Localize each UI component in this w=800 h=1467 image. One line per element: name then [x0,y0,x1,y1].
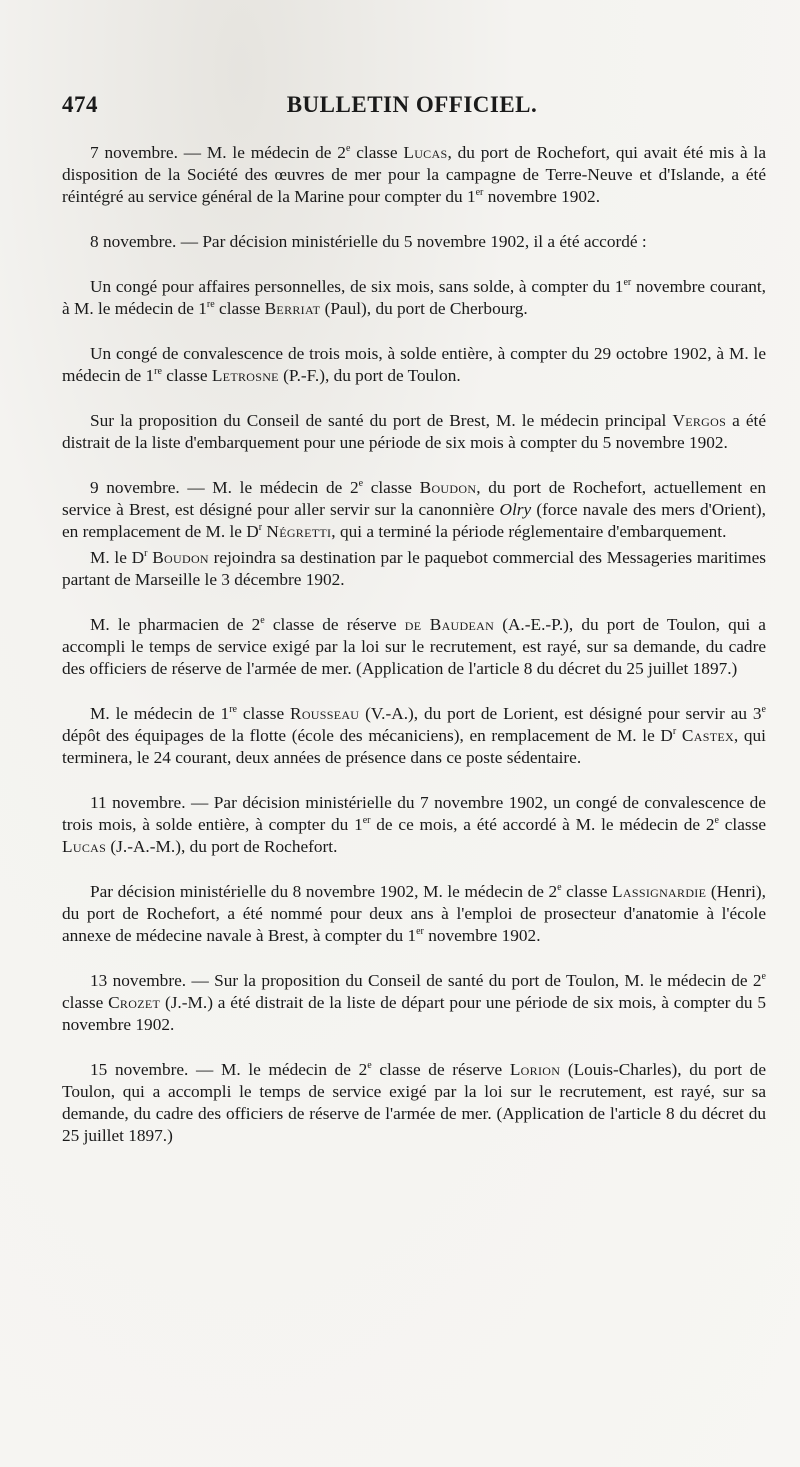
body-text [62,142,766,1170]
entry-date: 11 novembre. [90,793,186,812]
person-name: Lucas [62,837,107,856]
ship-name: Olry [499,500,532,519]
person-name: Lorion [509,1060,561,1079]
entry-8-novembre: 8 novembre. — Par décision ministérielle du 5 novembre 1902, il a été accordé : [90,232,647,251]
person-name: Lucas [403,143,448,162]
running-title: BULLETIN OFFICIEL. [286,92,538,117]
person-name: de Baudean [404,615,495,634]
person-name: Négretti [266,522,332,541]
entry-11-novembre: 11 novembre. — Par décision ministérielle du 7 novembre 1902, un congé de convalescence de trois mois, à solde entière, à compter du 1er de ce mois, a été accordé à M. le médecin de 2e classe Lucas (J.-A.-M.), du port de Rochefort. [62,793,766,856]
entry-boudon-destination: M. le $D^r$ Boudon rejoindra sa destination par le paquebot commercial des Messageries maritimes partant de Marseille le 3 décembre 1902. [62,548,766,589]
person-name: Crozet [108,993,161,1012]
entry-15-novembre: 15 novembre. — M. le médecin de 2e classe de réserve Lorion (Louis-Charles), du port de Toulon, qui a accompli le temps de service exigé par la loi sur le recrutement, est rayé, sur sa demande, du cadre des officiers de réserve de l'armée de mer. (Application de l'article 8 du décret du 25 juillet 1897.) [62,1060,766,1145]
person-name: Vergos [672,411,727,430]
person-name: Boudon [152,548,209,567]
entry-13-novembre: 13 novembre. — Sur la proposition du Conseil de santé du port de Toulon, M. le médecin de 2e classe Crozet (J.-M.) a été distrait de la liste de départ pour une période de six mois, à compter du 5 novembre 1902. [62,971,766,1034]
person-name: Boudon [419,478,477,497]
entry-date: 13 novembre. [90,971,187,990]
page-number: 474 [62,92,98,117]
entry-baudean: M. le pharmacien de 2e classe de réserve de Baudean (A.-E.-P.), du port de Toulon, qui a accompli le temps de service exigé par la loi sur le recrutement, est rayé, sur sa demande, du cadre des officiers de réserve de l'armée de mer. (Application de l'article 8 du décret du 25 juillet 1897.) [62,615,766,678]
entry-rousseau: M. le médecin de 1re classe Rousseau (V.-A.), du port de Lorient, est désigné pour servir au 3e dépôt des équipages de la flotte (école des mécaniciens), en remplacement de M. le $D^r$ Castex, qui terminera, le 24 courant, deux années de présence dans ce poste sédentaire. [62,704,766,767]
person-name: Letrosne [211,366,279,385]
entry-date: 9 novembre. [90,478,180,497]
entry-7-novembre: 7 novembre. — M. le médecin de 2e classe Lucas, du port de Rochefort, qui avait été mis à la disposition de la Société des œuvres de mer pour la campagne de Terre-Neuve et d'Islande, a été réintégré au service général de la Marine pour compter du 1er novembre 1902. [62,143,766,206]
entry-9-novembre: 9 novembre. — M. le médecin de 2e classe Boudon, du port de Rochefort, actuellement en service à Brest, est désigné pour aller servir sur la canonnière Olry (force navale des mers d'Orient), en remplacement de M. le $D^r$ Négretti, qui a terminé la période réglementaire d'embarquement. [62,478,766,541]
person-name: Lassignardie [612,882,707,901]
person-name: Rousseau [290,704,360,723]
entry-date: 7 novembre. [90,143,178,162]
entry-date: 15 novembre. [90,1060,189,1079]
entry-conge-letrosne: Un congé de convalescence de trois mois, à solde entière, à compter du 29 octobre 1902, à M. le médecin de 1re classe Letrosne (P.-F.), du port de Toulon. [62,344,766,385]
person-name: Castex [681,726,734,745]
entry-date: 8 novembre. [90,232,177,251]
entry-vergos: Sur la proposition du Conseil de santé du port de Brest, M. le médecin principal Vergos a été distrait de la liste d'embarquement pour une période de six mois à compter du 5 novembre 1902. [62,411,767,452]
person-name: Berriat [264,299,321,318]
entry-lassignardie: Par décision ministérielle du 8 novembre 1902, M. le médecin de 2e classe Lassignardie (Henri), du port de Rochefort, a été nommé pour deux ans à l'emploi de prosecteur d'anatomie à l'école annexe de médecine navale à Brest, à compter du 1er novembre 1902. [62,882,766,945]
page-header [62,92,762,126]
entry-conge-berriat: Un congé pour affaires personnelles, de six mois, sans solde, à compter du 1er novembre courant, à M. le médecin de 1re classe Berriat (Paul), du port de Cherbourg. [62,277,766,318]
